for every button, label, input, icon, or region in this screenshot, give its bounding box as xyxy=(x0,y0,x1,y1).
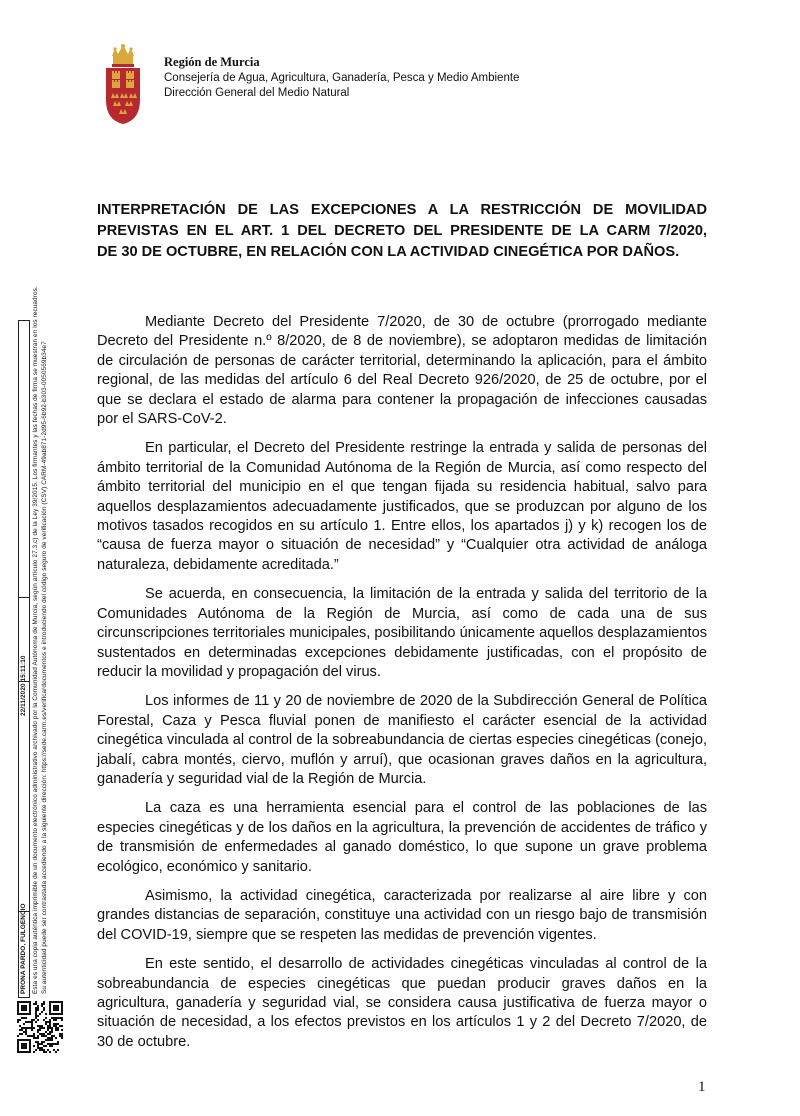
title-line-1: INTERPRETACIÓN DE LAS EXCEPCIONES A LA RESTRICCIÓN DE MOVILIDAD xyxy=(97,202,707,218)
department-name: Consejería de Agua, Agricultura, Ganadería, Pesca y Medio Ambiente xyxy=(164,72,520,84)
qr-code-icon xyxy=(17,1001,63,1053)
title-line-3: DE 30 DE OCTUBRE, EN RELACIÓN CON LA ACTIVIDAD CINEGÉTICA POR DAÑOS. xyxy=(97,244,680,260)
paragraph: Los informes de 11 y 20 de noviembre de 2020 de la Subdirección General de Política Forestal, Caza y Pesca fluvial ponen de manifiesto el carácter esencial de la actividad cinegética vinculada al control de la sobreabundancia de ciertas especies cinegéticas (conejo, jabalí, cabra montés, ciervo, muflón y arruí), que ocasionan graves daños en la agricultura, ganadería y seguridad vial de la Región de Murcia. xyxy=(97,693,707,787)
document-title xyxy=(97,200,707,263)
stamp-divider xyxy=(19,597,29,598)
paragraph: La caza es una herramienta esencial para el control de las poblaciones de las especies cinegéticas y de los daños en la agricultura, la prevención de accidentes de tráfico y de transmisión de enfermedades al ganado doméstico, lo que supone un grave problema ecológico, económico y sanitario. xyxy=(97,800,707,875)
region-murcia-crest-icon xyxy=(103,44,143,126)
title-line-2: PREVISTAS EN EL ART. 1 DEL DECRETO DEL PRESIDENTE DE LA CARM 7/2020, xyxy=(97,223,707,239)
stamp-signature-date: 22/11/2020 15:11:10 xyxy=(20,655,27,716)
directorate-name: Dirección General del Medio Natural xyxy=(164,87,350,99)
paragraph: Se acuerda, en consecuencia, la limitación de la entrada y salida del territorio de la Comunidades Autónoma de la Región de Murcia, así como de cada una de sus circunscripciones territoriales municipales, posibilitando únicamente aquellos desplazamientos sustentados en determinadas excepciones debidamente justificadas, con el propósito de reducir la movilidad y propagación del virus. xyxy=(97,586,708,680)
organization-name: Región de Murcia xyxy=(164,55,260,69)
document-body xyxy=(97,313,707,1062)
page-number: 1 xyxy=(698,1079,706,1095)
paragraph: En particular, el Decreto del Presidente restringe la entrada y salida de personas del ámbito territorial de la Comunidad Autónoma de la Región de Murcia, así como respecto del ámbito territorial del municipio en el que tengan fijada su residencia habitual, salvo para aquellos desplazamientos adecuadamente justificados, que se produzcan por alguno de los motivos tasados recogidos en su artículo 1. Entre ellos, los apartados j) y k) recogen los de “causa de fuerza mayor o situación de necesidad” y “Cualquier otra actividad de análoga naturaleza, debidamente acreditada.” xyxy=(97,440,707,573)
stamp-signer-name: PRONA PARDO, FULGENCIO xyxy=(20,903,27,994)
paragraph: Mediante Decreto del Presidente 7/2020, de 30 de octubre (prorrogado mediante Decreto del Presidente n.º 8/2020, de 8 de noviembre), se adoptaron medidas de limitación de circulación de personas de carácter territorial, determinando la aplicación, para el ámbito regional, de las medidas del artículo 6 del Real Decreto 926/2020, de 25 de octubre, por el que se declara el estado de alarma para contener la propagación de infecciones causadas por el SARS-CoV-2. xyxy=(97,314,707,428)
stamp-authenticity-note: Esta es una copia auténtica imprimible de un documento electrónico administrativo archivado por la Comunidad Autónoma de Murcia, según artículo 27.3.c) de la Ley 39/2015. Los firmantes y las fechas de firma se muestran en los recuadros. xyxy=(32,286,39,994)
paragraph: En este sentido, el desarrollo de actividades cinegéticas vinculadas al control de la sobreabundancia de especies cinegéticas que puedan producir graves daños en la agricultura, ganadería y seguridad vial, se considera causa justificativa de fuerza mayor o situación de necesidad, a los efectos previstos en los artículos 1 y 2 del Decreto 7/2020, de 30 de octubre. xyxy=(97,956,707,1050)
paragraph: Asimismo, la actividad cinegética, caracterizada por realizarse al aire libre y con grandes distancias de separación, constituye una actividad con un riesgo bajo de transmisión del COVID-19, siempre que se respeten las medidas de prevención vigentes. xyxy=(97,887,707,943)
organization-header xyxy=(164,55,519,101)
stamp-verification-note: Su autenticidad puede ser contrastada accediendo a la siguiente dirección: https://sede.carm.es/verificardocumentos e introduciendo del código seguro de verificación (CSV) CARM-49ab871-2d95-6b92-b303-0050569b34e7 xyxy=(41,341,48,994)
